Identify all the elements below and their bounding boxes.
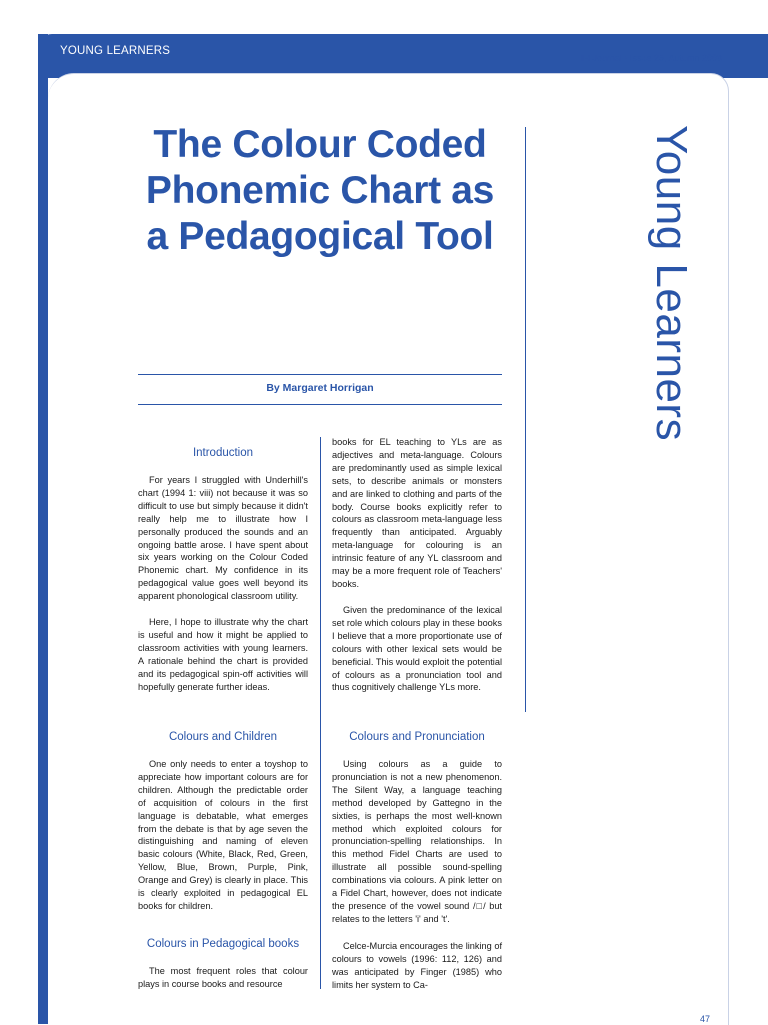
paragraph-intro-2: Here, I hope to illustrate why the chart is useful and how it might be applied to classroom activities with young learners. A rationale behind the chart is provided and its pedagogical spin-off activities will hopefully generate further ideas. bbox=[138, 617, 308, 692]
heading-colours-and-children: Colours and Children bbox=[168, 731, 278, 743]
paragraph-books-1: The most frequent roles that colour plays in course books and resource bbox=[138, 966, 308, 989]
paragraph-continued-1: books for EL teaching to YLs are as adjectives and meta-language. Colours are predominantly used as simple lexical sets, to describe animals or monsters and are linked to clothing and parts of the body. Course books explicitly refer to colours as classroom meta-language less frequently than anticipated. Arguably meta-language for colouring is an intrinsic feature of any YL classroom and may be a more frequent role of Teachers' books. bbox=[332, 437, 502, 589]
byline-rule-bottom bbox=[138, 404, 502, 405]
article-title: The Colour Coded Phonemic Chart as a Pedagogical Tool bbox=[145, 123, 495, 258]
paragraph-pronunciation-2: Celce-Murcia encourages the linking of colours to vowels (1996: 112, 126) and was anticipated by Finger (1985) who limits her system to Ca- bbox=[332, 941, 502, 990]
title-side-rule bbox=[525, 127, 526, 712]
paragraph-children-1: One only needs to enter a toyshop to appreciate how important colours are for children. Although the predictable order of acquisition of colours in the first language is debatable, what emerges from the debate is that by age seven the distinguishing and naming of eleven basic colours (White, Black, Red, Green, Yellow, Blue, Brown, Purple, Pink, Orange and Grey) is clearly in place. This is clearly exploited in pedagogical EL books for children. bbox=[138, 759, 308, 911]
column-divider bbox=[320, 437, 321, 989]
byline: By Margaret Horrigan bbox=[266, 382, 374, 394]
paragraph-pronunciation-1: Using colours as a guide to pronunciation is not a new phenomenon. The Silent Way, a language teaching method developed by Gattegno in the sixties, is perhaps the most well-known method which exploited colours for pronunciation-spelling relationships. In this method Fidel Charts are used to illustrate all possible sound-spelling combinations via colours. A pink letter on a Fidel Chart, however, does not indicate the presence of the vowel sound /□/ but relates to the letters 'i' and 't'. bbox=[332, 759, 502, 924]
issue-info: IH Journal • Issue 25, Autumn 2008 bbox=[580, 53, 722, 63]
page-number: 47 bbox=[700, 1014, 711, 1024]
heading-colours-and-pronunciation: Colours and Pronunciation bbox=[349, 731, 485, 743]
section-label: YOUNG LEARNERS bbox=[60, 45, 171, 57]
heading-introduction: Introduction bbox=[192, 447, 254, 459]
paragraph-intro-1: For years I struggled with Underhill's chart (1994 1: viii) not because it was so difficult to use but simply because it didn't really help me to illustrate how I personally produced the sounds and an ongoing battle arose. I have spent about six years working on the Colour Coded Phonemic chart. My confidence in its pedagogical value goes well beyond its apparent phonological classroom utility. bbox=[138, 475, 308, 602]
byline-rule-top bbox=[138, 374, 502, 375]
paragraph-continued-2: Given the predominance of the lexical set role which colours play in these books I believe that a more proportionate use of colours with other lexical sets would be beneficial. This would exploit the potential of colours as a pronunciation tool and thus cognitively challenge YLs more. bbox=[332, 605, 502, 693]
heading-colours-in-pedagogical-books: Colours in Pedagogical books bbox=[146, 938, 300, 950]
left-border-band bbox=[38, 34, 48, 1024]
side-title: Young Learners bbox=[647, 125, 696, 442]
